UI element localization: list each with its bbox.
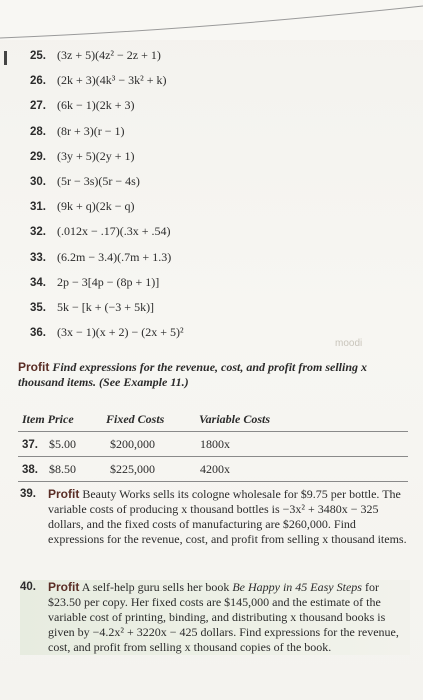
problem-expression: (3z + 5)(4z² − 2z + 1) bbox=[57, 48, 161, 62]
problem-item bbox=[30, 149, 135, 164]
problem-expression: (8r + 3)(r − 1) bbox=[57, 123, 125, 138]
problem-number: 37. bbox=[22, 439, 38, 451]
problem-number: 39. bbox=[20, 488, 36, 500]
profit-instructions bbox=[18, 360, 408, 390]
problem-39-label: Profit bbox=[48, 487, 80, 501]
problem-number: 36. bbox=[30, 327, 46, 340]
problem-expression: (2k + 3)(4k³ − 3k² + k) bbox=[57, 73, 167, 88]
problem-number: 35. bbox=[30, 302, 46, 314]
table-rule-middle bbox=[18, 456, 408, 457]
problem-40-body-b: for $23.50 per copy. Her fixed costs are $145,000 and the estimate of the variable cost of printing, binding, and distributing x thousand books is given by −4.2x² + 3220x − 425 dollars. Find expressions for the revenue, cost, and profit from selling x thousand copies of the book. bbox=[48, 580, 399, 654]
problem-item bbox=[30, 48, 161, 63]
problem-number: 31. bbox=[30, 201, 46, 214]
problem-number: 33. bbox=[30, 251, 46, 264]
fixed-cost: $225,000 bbox=[110, 462, 155, 476]
page-curl-line bbox=[0, 0, 423, 40]
problem-number: 30. bbox=[30, 176, 46, 188]
problem-expression: 5k − [k + (−3 + 5k)] bbox=[57, 300, 155, 314]
problem-number: 32. bbox=[30, 226, 46, 239]
problem-item bbox=[30, 250, 171, 265]
problem-number: 29. bbox=[30, 150, 46, 163]
problem-item bbox=[30, 300, 154, 315]
watermark: moodi bbox=[335, 338, 363, 349]
problem-item bbox=[30, 325, 184, 340]
problem-number: 28. bbox=[30, 125, 46, 138]
problem-expression: (5r − 3s)(5r − 4s) bbox=[57, 174, 140, 188]
problem-item bbox=[30, 224, 171, 239]
problem-item bbox=[30, 124, 125, 139]
variable-cost: 1800x bbox=[200, 437, 230, 451]
table-rule-top bbox=[18, 431, 408, 432]
item-price: $8.50 bbox=[49, 462, 76, 476]
problem-40-label: Profit bbox=[48, 580, 80, 594]
problem-expression: (9k + q)(2k − q) bbox=[57, 199, 135, 214]
problem-expression: (3y + 5)(2y + 1) bbox=[57, 148, 135, 163]
table-header-variable-costs: Variable Costs bbox=[199, 412, 271, 426]
problem-39-body: Beauty Works sells its cologne wholesale for $9.75 per bottle. The variable costs of producing x thousand bottles is −3x² + 3480x − 325 dollars, and the fixed costs of manufacturing are $260,000. Find expressions for the revenue, cost, and profit from selling x thousand items. bbox=[48, 487, 407, 546]
variable-cost: 4200x bbox=[200, 462, 230, 476]
table-rule-bottom bbox=[18, 481, 408, 482]
problem-40-body-a: A self-help guru sells her book bbox=[81, 580, 233, 594]
problem-item bbox=[30, 98, 135, 113]
problem-expression: (3x − 1)(x + 2) − (2x + 5)² bbox=[57, 325, 184, 340]
problem-item bbox=[30, 73, 166, 88]
fixed-cost: $200,000 bbox=[110, 437, 155, 451]
margin-mark bbox=[4, 51, 7, 65]
problem-number: 25. bbox=[30, 50, 46, 62]
problem-expression: 2p − 3[4p − (8p + 1)] bbox=[57, 274, 160, 289]
problem-number: 38. bbox=[22, 464, 38, 476]
problem-number: 26. bbox=[30, 75, 46, 88]
profit-label: Profit bbox=[18, 360, 50, 374]
problem-number: 40. bbox=[20, 581, 36, 593]
problem-expression: (.012x − .17)(.3x + .54) bbox=[57, 224, 171, 239]
table-row bbox=[22, 437, 76, 452]
profit-instructions-text: Find expressions for the revenue, cost, and profit from selling x thousand items. (See Example 11.) bbox=[18, 360, 368, 389]
problem-40-text bbox=[48, 580, 410, 655]
table-header-item-price: Item Price bbox=[22, 412, 74, 426]
item-price: $5.00 bbox=[49, 437, 76, 451]
problem-expression: (6.2m − 3.4)(.7m + 1.3) bbox=[57, 249, 172, 264]
problem-expression: (6k − 1)(2k + 3) bbox=[57, 98, 135, 113]
problem-item bbox=[30, 199, 135, 214]
problem-number: 27. bbox=[30, 100, 46, 113]
book-title: Be Happy in 45 Easy Steps bbox=[232, 580, 362, 594]
problem-number: 34. bbox=[30, 276, 46, 289]
problem-39 bbox=[20, 487, 410, 547]
problem-40 bbox=[20, 580, 410, 655]
problem-item bbox=[30, 174, 140, 189]
table-header-fixed-costs: Fixed Costs bbox=[106, 412, 165, 426]
table-row bbox=[22, 462, 76, 477]
problem-39-text bbox=[48, 487, 410, 547]
problem-item bbox=[30, 275, 159, 290]
